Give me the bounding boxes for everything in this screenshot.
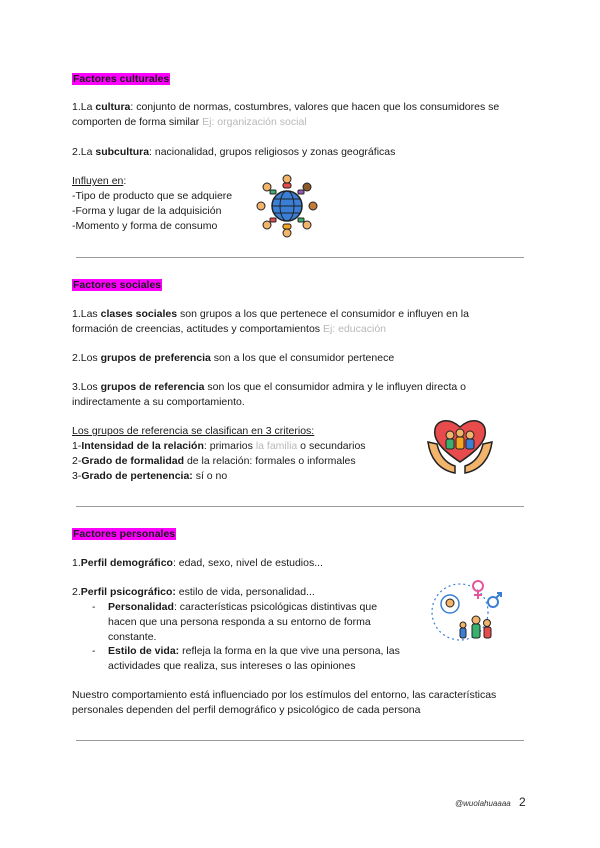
- definition-text: : conjunto de normas, costumbres, valores que hacen que los consumidores se: [130, 101, 500, 113]
- cultural-paragraph-1: [72, 100, 499, 130]
- definition-text: : edad, sexo, nivel de estudios...: [172, 557, 323, 569]
- criteria-number: 1-: [72, 440, 82, 452]
- social-heading: Factores sociales: [73, 279, 162, 291]
- term-perfil-demografico: Perfil demográfico: [80, 557, 173, 569]
- cultural-heading: Factores culturales: [73, 73, 170, 85]
- bullet-estilo-vida: [108, 644, 408, 674]
- term-personalidad: Personalidad: [108, 601, 174, 613]
- section-divider: [76, 257, 524, 258]
- item-number: 2.La: [72, 146, 96, 158]
- personal-heading: Factores personales: [73, 528, 176, 540]
- item-number: 1.: [72, 557, 81, 569]
- bullet-text: constante.: [108, 631, 157, 643]
- colon: :: [123, 175, 127, 187]
- item-number: 2.: [72, 586, 81, 598]
- social-paragraph-2: [72, 351, 394, 366]
- item-number: 1.Las: [72, 308, 101, 320]
- summary-line-1: Nuestro comportamiento está influenciado por los estímulos del entorno, las características: [72, 689, 497, 701]
- item-number: 2.Los: [72, 352, 101, 364]
- social-section-heading: [72, 278, 162, 293]
- personal-paragraph-1: [72, 556, 323, 571]
- bullet-text: hacen que una persona responda a su entorno de forma: [108, 616, 371, 628]
- criteria-number: 3-: [72, 470, 82, 482]
- definition-text: : nacionalidad, grupos religiosos y zonas geográficas: [149, 146, 396, 158]
- item-number: 1.La: [72, 101, 96, 113]
- definition-text-cont: comporten de forma similar: [72, 116, 203, 128]
- bullet-dash: -: [92, 601, 96, 613]
- example-hint: Ej: organización social: [202, 116, 307, 128]
- list-item: -Tipo de producto que se adquiere: [72, 190, 233, 202]
- bullet-text: refleja la forma en la que vive una persona, las: [179, 645, 400, 657]
- term-grupos-referencia: grupos de referencia: [100, 381, 205, 393]
- bullet-dash: -: [92, 645, 96, 657]
- example-hint: la familia: [255, 440, 298, 452]
- footer-watermark: @wuolahuaaaa: [455, 799, 511, 808]
- section-divider: [76, 740, 524, 741]
- demographics-illustration: [430, 574, 506, 644]
- definition-text: estilo de vida, personalidad...: [175, 586, 315, 598]
- definition-text-cont: formación de creencias, actitudes y comportamientos: [72, 323, 323, 335]
- definition-text: son a los que el consumidor pertenece: [210, 352, 395, 364]
- personal-section-heading: [72, 527, 176, 542]
- example-hint: Ej: educación: [322, 323, 386, 335]
- term-estilo-vida: Estilo de vida:: [108, 645, 180, 657]
- criteria-term: Intensidad de la relación: [81, 440, 204, 452]
- definition-text: son los que el consumidor admira y le influyen directa o: [204, 381, 466, 393]
- social-paragraph-3: [72, 380, 466, 410]
- cultural-section-heading: [72, 72, 170, 87]
- social-paragraph-1: [72, 307, 469, 337]
- cultural-paragraph-2: [72, 145, 395, 160]
- bullet-text: : características psicológicas distintivas que: [173, 601, 378, 613]
- personal-summary: [72, 688, 496, 718]
- influyen-label: Influyen en: [72, 175, 124, 187]
- personal-paragraph-2: [72, 585, 315, 600]
- summary-line-2: personales dependen del perfil demográfico y psicológico de cada persona: [72, 704, 421, 716]
- heart-family-hands-illustration: [425, 414, 495, 476]
- bullet-personalidad: [108, 600, 408, 645]
- criteria-list: [72, 424, 366, 484]
- criteria-text: o secundarios: [297, 440, 366, 452]
- term-subcultura: subcultura: [95, 146, 150, 158]
- criteria-text: sí o no: [192, 470, 228, 482]
- criteria-term: Grado de formalidad: [81, 455, 185, 467]
- criteria-number: 2-: [72, 455, 82, 467]
- globe-people-illustration: [256, 174, 318, 238]
- term-cultura: cultura: [95, 101, 131, 113]
- page-number: 2: [519, 795, 526, 809]
- term-grupos-preferencia: grupos de preferencia: [100, 352, 211, 364]
- criteria-text: de la relación: formales o informales: [184, 455, 356, 467]
- term-perfil-psicografico: Perfil psicográfico:: [80, 586, 176, 598]
- bullet-text: actividades que realiza, sus intereses o las opiniones: [108, 660, 356, 672]
- term-clases-sociales: clases sociales: [100, 308, 178, 320]
- criteria-text: : primarios: [203, 440, 256, 452]
- section-divider: [76, 506, 524, 507]
- list-item: -Momento y forma de consumo: [72, 220, 218, 232]
- item-number: 3.Los: [72, 381, 101, 393]
- criteria-term: Grado de pertenencia:: [81, 470, 193, 482]
- influyen-list: [72, 174, 232, 234]
- definition-text-cont: indirectamente a su comportamiento.: [72, 396, 245, 408]
- list-item: -Forma y lugar de la adquisición: [72, 205, 222, 217]
- definition-text: son grupos a los que pertenece el consumidor e influyen en la: [177, 308, 469, 320]
- criteria-label: Los grupos de referencia se clasifican en 3 criterios:: [72, 425, 315, 437]
